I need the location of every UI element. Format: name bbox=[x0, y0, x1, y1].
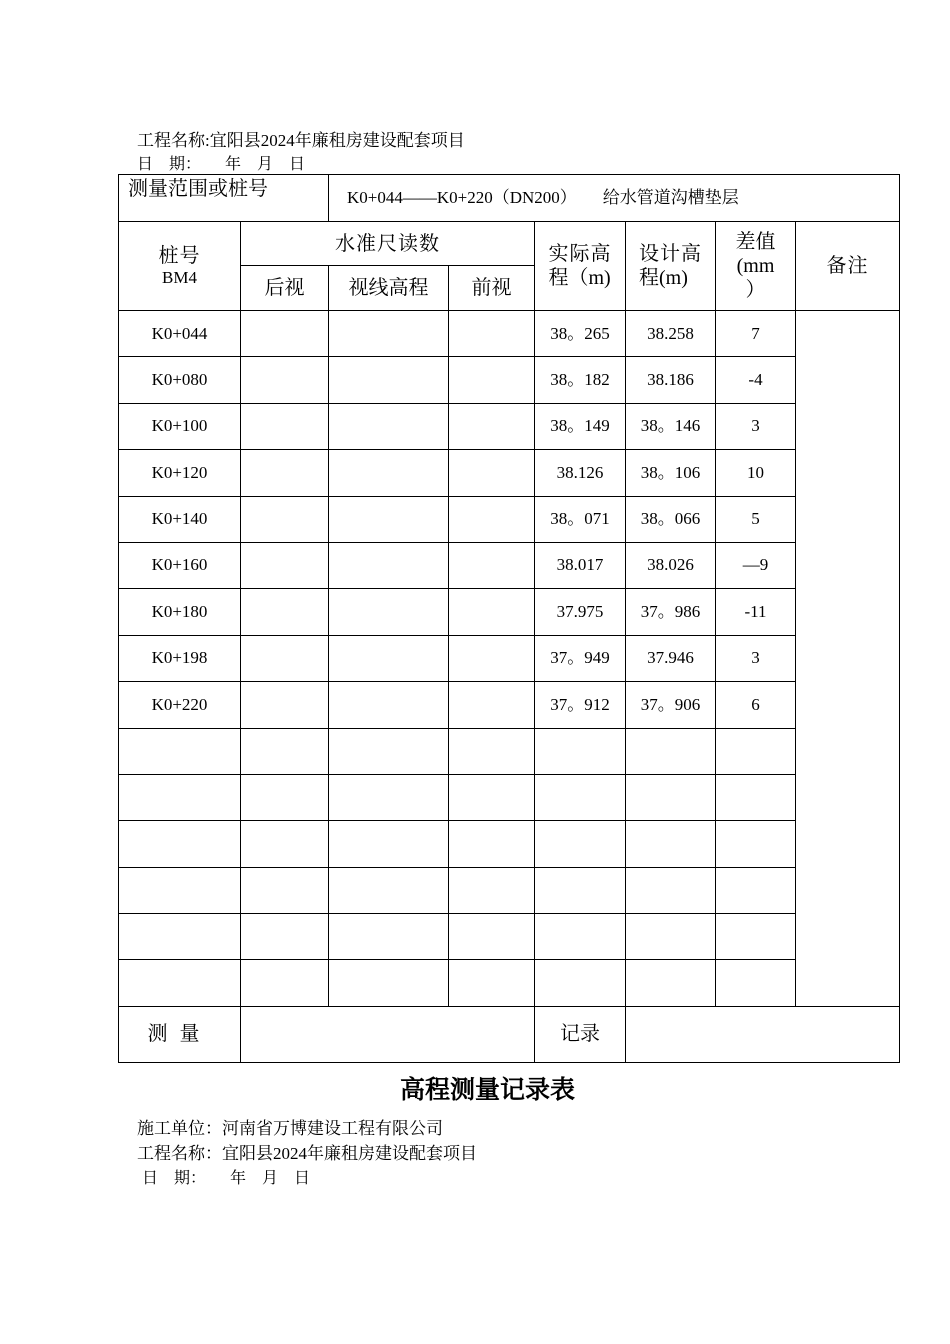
backsight-cell bbox=[241, 450, 329, 496]
design-elevation-cell: 37.946 bbox=[626, 635, 716, 681]
col-design-line2: 程(m) bbox=[639, 267, 688, 289]
backsight-cell bbox=[241, 960, 329, 1006]
actual-elevation-cell: 38.126 bbox=[535, 450, 626, 496]
design-elevation-cell: 38.258 bbox=[626, 311, 716, 357]
backsight-cell bbox=[241, 542, 329, 588]
station-cell: K0+180 bbox=[119, 589, 241, 635]
table-row bbox=[119, 728, 900, 774]
difference-cell bbox=[716, 821, 796, 867]
col-diff-line1: 差值 bbox=[735, 231, 776, 253]
difference-cell bbox=[716, 914, 796, 960]
table-row bbox=[119, 311, 900, 357]
footer-measure-label: 测量 bbox=[119, 1006, 241, 1062]
table-row bbox=[119, 357, 900, 403]
footer-record-value bbox=[626, 1006, 900, 1062]
design-elevation-cell: 38。066 bbox=[626, 496, 716, 542]
table-row bbox=[119, 589, 900, 635]
actual-elevation-cell: 38。265 bbox=[535, 311, 626, 357]
difference-cell bbox=[716, 867, 796, 913]
foresight-cell bbox=[449, 821, 535, 867]
backsight-cell bbox=[241, 682, 329, 728]
actual-elevation-cell: 37.975 bbox=[535, 589, 626, 635]
station-cell bbox=[119, 867, 241, 913]
sight-height-cell bbox=[329, 774, 449, 820]
project-name-bottom: 工程名称：宜阳县2024年廉租房建设配套项目 bbox=[137, 1144, 477, 1163]
actual-elevation-cell: 38。071 bbox=[535, 496, 626, 542]
design-elevation-cell bbox=[626, 774, 716, 820]
range-value bbox=[329, 175, 900, 222]
backsight-cell bbox=[241, 635, 329, 681]
sight-height-cell bbox=[329, 450, 449, 496]
sight-height-cell bbox=[329, 496, 449, 542]
foresight-cell bbox=[449, 589, 535, 635]
table-footer bbox=[119, 1006, 900, 1062]
range-label: 测量范围或桩号 bbox=[119, 175, 329, 222]
table-row bbox=[119, 821, 900, 867]
difference-cell: 7 bbox=[716, 311, 796, 357]
actual-elevation-cell bbox=[535, 821, 626, 867]
backsight-cell bbox=[241, 403, 329, 449]
foresight-cell bbox=[449, 774, 535, 820]
sight-height-cell bbox=[329, 589, 449, 635]
actual-elevation-cell bbox=[535, 867, 626, 913]
table-row bbox=[119, 774, 900, 820]
table-row bbox=[119, 960, 900, 1006]
backsight-cell bbox=[241, 357, 329, 403]
table-row bbox=[119, 635, 900, 681]
station-cell bbox=[119, 960, 241, 1006]
elevation-record-table bbox=[118, 174, 900, 1063]
backsight-cell bbox=[241, 774, 329, 820]
range-stations: K0+044——K0+220（DN200） bbox=[347, 187, 577, 207]
actual-elevation-cell: 37。912 bbox=[535, 682, 626, 728]
backsight-cell bbox=[241, 589, 329, 635]
document-title: 高程测量记录表 bbox=[399, 1075, 575, 1104]
construction-unit-line: 施工单位：河南省万博建设工程有限公司 bbox=[137, 1119, 443, 1138]
sight-height-cell bbox=[329, 867, 449, 913]
foresight-cell bbox=[449, 311, 535, 357]
table-row bbox=[119, 542, 900, 588]
backsight-cell bbox=[241, 311, 329, 357]
project-name-top: 工程名称:宜阳县2024年廉租房建设配套项目 bbox=[137, 131, 465, 150]
design-elevation-cell: 38。106 bbox=[626, 450, 716, 496]
col-actual-header bbox=[535, 222, 626, 311]
design-elevation-cell bbox=[626, 960, 716, 1006]
foresight-cell bbox=[449, 450, 535, 496]
station-cell: K0+120 bbox=[119, 450, 241, 496]
foresight-cell bbox=[449, 357, 535, 403]
foresight-cell bbox=[449, 728, 535, 774]
foresight-cell bbox=[449, 542, 535, 588]
station-cell: K0+198 bbox=[119, 635, 241, 681]
footer-record-label: 记录 bbox=[535, 1006, 626, 1062]
difference-cell bbox=[716, 960, 796, 1006]
foresight-cell bbox=[449, 403, 535, 449]
remark-cell bbox=[796, 311, 900, 1007]
sight-height-cell bbox=[329, 635, 449, 681]
design-elevation-cell: 38.026 bbox=[626, 542, 716, 588]
design-elevation-cell bbox=[626, 728, 716, 774]
col-sight-height: 视线高程 bbox=[329, 266, 449, 311]
col-station-benchmark: BM4 bbox=[162, 267, 197, 287]
station-cell: K0+140 bbox=[119, 496, 241, 542]
station-cell: K0+080 bbox=[119, 357, 241, 403]
difference-cell bbox=[716, 728, 796, 774]
difference-cell: 3 bbox=[716, 635, 796, 681]
date-line-top: 日 期： 年 月 日 bbox=[137, 156, 306, 173]
col-level-reading: 水准尺读数 bbox=[241, 222, 535, 266]
difference-cell: -11 bbox=[716, 589, 796, 635]
actual-elevation-cell bbox=[535, 774, 626, 820]
station-cell: K0+100 bbox=[119, 403, 241, 449]
actual-elevation-cell: 38。182 bbox=[535, 357, 626, 403]
actual-elevation-cell bbox=[535, 914, 626, 960]
date-line-bottom: 日 期： 年 月 日 bbox=[142, 1170, 311, 1187]
backsight-cell bbox=[241, 496, 329, 542]
backsight-cell bbox=[241, 821, 329, 867]
station-cell: K0+160 bbox=[119, 542, 241, 588]
station-cell: K0+044 bbox=[119, 311, 241, 357]
col-remark: 备注 bbox=[796, 222, 900, 311]
table-row bbox=[119, 682, 900, 728]
difference-cell: 5 bbox=[716, 496, 796, 542]
station-cell bbox=[119, 914, 241, 960]
foresight-cell bbox=[449, 496, 535, 542]
foresight-cell bbox=[449, 867, 535, 913]
col-actual-line2: 程（m) bbox=[548, 267, 611, 289]
design-elevation-cell bbox=[626, 867, 716, 913]
difference-cell: 6 bbox=[716, 682, 796, 728]
design-elevation-cell: 38.186 bbox=[626, 357, 716, 403]
difference-cell: 3 bbox=[716, 403, 796, 449]
col-diff-header bbox=[716, 222, 796, 311]
table-row bbox=[119, 496, 900, 542]
actual-elevation-cell: 37。949 bbox=[535, 635, 626, 681]
actual-elevation-cell bbox=[535, 728, 626, 774]
actual-elevation-cell bbox=[535, 960, 626, 1006]
difference-cell: 10 bbox=[716, 450, 796, 496]
table-row bbox=[119, 867, 900, 913]
sight-height-cell bbox=[329, 960, 449, 1006]
col-design-header bbox=[626, 222, 716, 311]
col-design-line1: 设计高 bbox=[639, 243, 702, 265]
difference-cell: -4 bbox=[716, 357, 796, 403]
sight-height-cell bbox=[329, 311, 449, 357]
station-cell bbox=[119, 821, 241, 867]
station-cell bbox=[119, 728, 241, 774]
foresight-cell bbox=[449, 960, 535, 1006]
table-row bbox=[119, 914, 900, 960]
sight-height-cell bbox=[329, 403, 449, 449]
design-elevation-cell bbox=[626, 914, 716, 960]
sight-height-cell bbox=[329, 542, 449, 588]
sight-height-cell bbox=[329, 914, 449, 960]
station-cell bbox=[119, 774, 241, 820]
col-backsight: 后视 bbox=[241, 266, 329, 311]
station-cell: K0+220 bbox=[119, 682, 241, 728]
col-diff-line2: (mm bbox=[736, 255, 775, 277]
footer-measure-value bbox=[241, 1006, 535, 1062]
table-header bbox=[119, 175, 900, 311]
col-diff-line3: ） bbox=[745, 279, 766, 301]
difference-cell bbox=[716, 774, 796, 820]
table-row bbox=[119, 403, 900, 449]
sight-height-cell bbox=[329, 682, 449, 728]
col-actual-line1: 实际高 bbox=[548, 243, 612, 265]
design-elevation-cell: 37。986 bbox=[626, 589, 716, 635]
sight-height-cell bbox=[329, 357, 449, 403]
actual-elevation-cell: 38。149 bbox=[535, 403, 626, 449]
col-station-label: 桩号 bbox=[158, 244, 201, 267]
foresight-cell bbox=[449, 914, 535, 960]
foresight-cell bbox=[449, 682, 535, 728]
design-elevation-cell: 37。906 bbox=[626, 682, 716, 728]
foresight-cell bbox=[449, 635, 535, 681]
col-foresight: 前视 bbox=[449, 266, 535, 311]
design-elevation-cell bbox=[626, 821, 716, 867]
sight-height-cell bbox=[329, 728, 449, 774]
col-station-header bbox=[119, 222, 241, 311]
table-row bbox=[119, 450, 900, 496]
backsight-cell bbox=[241, 914, 329, 960]
sight-height-cell bbox=[329, 821, 449, 867]
actual-elevation-cell: 38.017 bbox=[535, 542, 626, 588]
difference-cell: —9 bbox=[716, 542, 796, 588]
backsight-cell bbox=[241, 867, 329, 913]
backsight-cell bbox=[241, 728, 329, 774]
range-description: 给水管道沟槽垫层 bbox=[602, 187, 739, 207]
table-body bbox=[119, 311, 900, 1007]
design-elevation-cell: 38。146 bbox=[626, 403, 716, 449]
